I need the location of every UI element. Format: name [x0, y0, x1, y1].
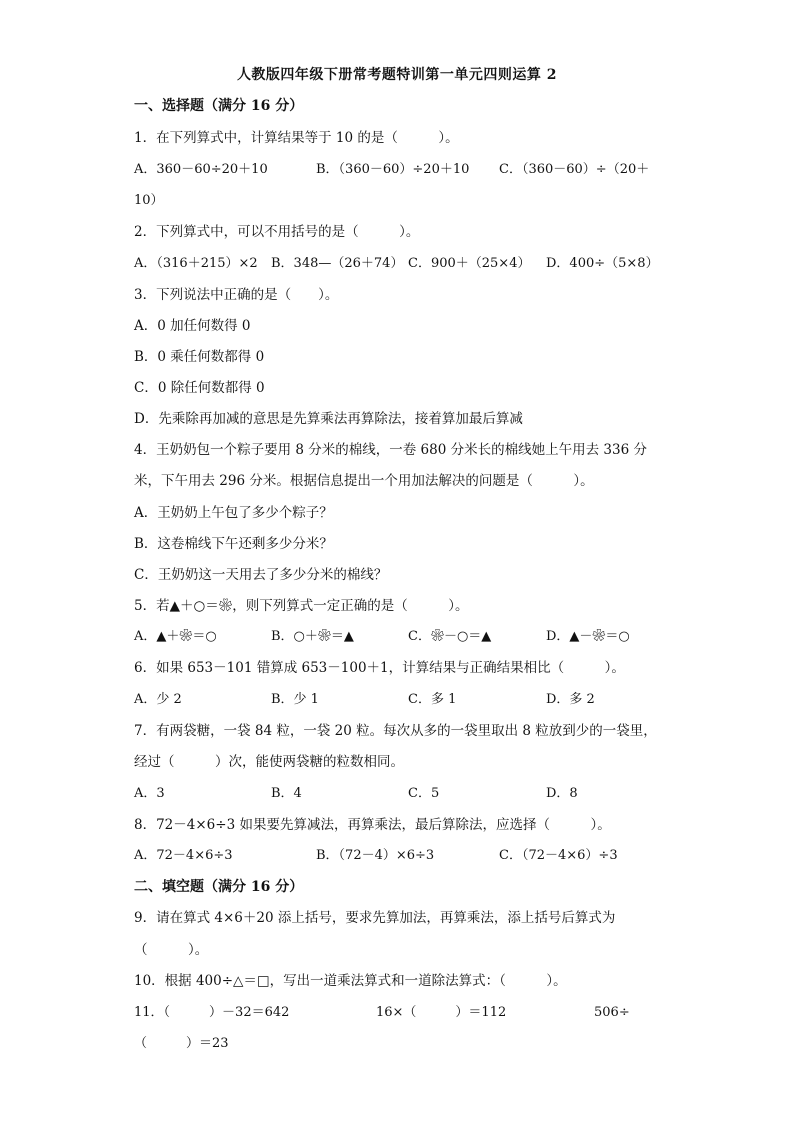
- question-3-stem: 3．下列说法中正确的是（ ）。: [134, 287, 339, 303]
- section-choice-heading: 一、选择题（满分 16 分）: [134, 98, 304, 114]
- question-11-part-1: 11．（ ）－32＝642: [134, 1005, 290, 1020]
- question-3-option-a: A．0 加任何数得 0: [134, 318, 251, 334]
- question-1-option-c: C．（360－60）÷（20＋: [499, 162, 650, 177]
- question-4-stem-line-1: 4．王奶奶包一个粽子要用 8 分米的棉线，一卷 680 分米长的棉线她上午用去 336 分: [134, 442, 647, 458]
- question-4-option-b: B．这卷棉线下午还剩多少分米？: [134, 536, 333, 552]
- question-1-option-a: A．360－60÷20＋10: [134, 162, 268, 177]
- question-11-part-3-continued: （ ）＝23: [134, 1036, 229, 1051]
- question-5-option-a: A．▲＋❀＝○: [134, 629, 217, 644]
- question-3-option-d: D．先乘除再加减的意思是先算乘法再算除法，接着算加最后算减: [134, 411, 523, 427]
- question-2-option-c: C．900＋（25×4）: [408, 256, 531, 271]
- question-2-option-a: A．（316＋215）×2: [134, 256, 258, 271]
- question-10-stem: 10．根据 400÷△＝□，写出一道乘法算式和一道除法算式：（ ）。: [134, 973, 567, 989]
- question-1-option-b: B．（360－60）÷20＋10: [316, 162, 470, 177]
- question-3-option-b: B．0 乘任何数都得 0: [134, 349, 265, 365]
- question-7-option-b: B．4: [271, 786, 302, 801]
- question-5-stem: 5．若▲＋○＝❀，则下列算式一定正确的是（ ）。: [134, 598, 469, 614]
- question-4-option-a: A．王奶奶上午包了多少个粽子？: [134, 505, 333, 521]
- question-8-stem: 8．72－4×6÷3 如果要先算减法，再算乘法，最后算除法，应选择（ ）。: [134, 817, 611, 833]
- question-4-option-c: C．王奶奶这一天用去了多少分米的棉线？: [134, 567, 388, 583]
- question-2-option-d: D．400÷（5×8）: [546, 256, 659, 271]
- question-7-stem-line-2: 经过（ ）次，能使两袋糖的粒数相同。: [134, 754, 404, 770]
- question-11-part-3: 506÷: [594, 1005, 630, 1020]
- question-6-stem: 6．如果 653－101 错算成 653－100＋1，计算结果与正确结果相比（ ）。: [134, 660, 625, 676]
- question-5-option-b: B．○＋❀＝▲: [271, 629, 354, 644]
- page-title: 人教版四年级下册常考题特训第一单元四则运算 2: [236, 67, 558, 83]
- section-fill-heading: 二、填空题（满分 16 分）: [134, 879, 304, 895]
- question-5-option-c: C．❀－○＝▲: [408, 629, 492, 644]
- question-5-option-d: D．▲－❀＝○: [546, 629, 630, 644]
- question-6-option-b: B．少 1: [271, 692, 319, 707]
- question-1-option-c-continued: 10）: [134, 193, 164, 208]
- question-8-option-c: C．（72－4×6）÷3: [499, 848, 618, 863]
- question-4-stem-line-2: 米，下午用去 296 分米。根据信息提出一个用加法解决的问题是（ ）。: [134, 473, 594, 489]
- question-6-option-a: A．少 2: [134, 692, 182, 707]
- question-8-option-a: A．72－4×6÷3: [134, 848, 233, 863]
- question-6-option-d: D．多 2: [546, 692, 595, 707]
- question-7-stem-line-1: 7．有两袋糖，一袋 84 粒，一袋 20 粒。每次从多的一袋里取出 8 粒放到少的一袋里，: [134, 723, 657, 739]
- question-1-stem: 1．在下列算式中，计算结果等于 10 的是（ ）。: [134, 130, 459, 146]
- question-7-option-c: C．5: [408, 786, 440, 801]
- question-7-option-d: D．8: [546, 786, 578, 801]
- question-2-stem: 2．下列算式中，可以不用括号的是（ ）。: [134, 224, 420, 240]
- question-7-option-a: A．3: [134, 786, 165, 801]
- question-2-option-b: B．348—（26＋74）: [271, 256, 404, 271]
- question-8-option-b: B．（72－4）×6÷3: [316, 848, 435, 863]
- question-9-stem-line-2: （ ）。: [134, 942, 209, 958]
- question-3-option-c: C．0 除任何数都得 0: [134, 380, 265, 396]
- question-6-option-c: C．多 1: [408, 692, 457, 707]
- question-9-stem-line-1: 9．请在算式 4×6＋20 添上括号，要求先算加法，再算乘法，添上括号后算式为: [134, 910, 616, 926]
- question-11-part-2: 16×（ ）＝112: [376, 1005, 507, 1020]
